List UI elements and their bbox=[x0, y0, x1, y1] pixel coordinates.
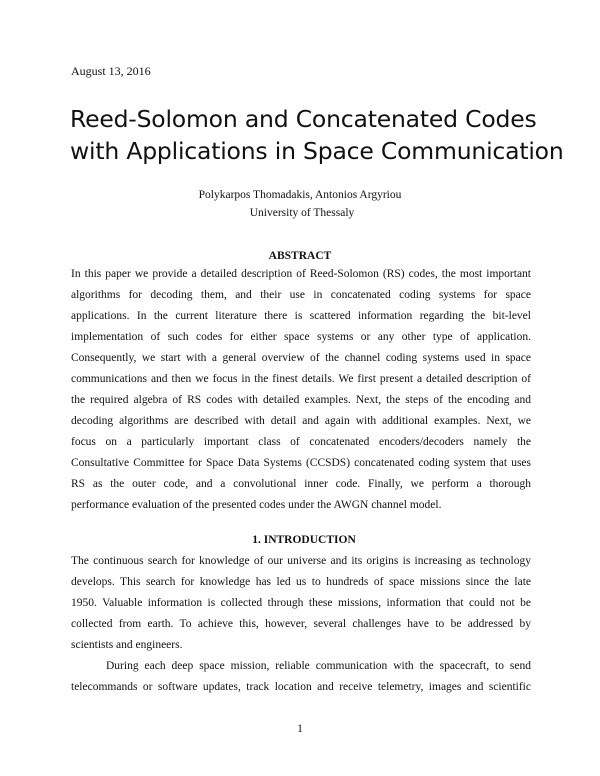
abstract-paragraph bbox=[71, 264, 531, 516]
document-date: August 13, 2016 bbox=[71, 64, 151, 78]
paper-title-line-1: Reed-Solomon and Concatenated Codes bbox=[70, 105, 537, 133]
introduction-line: collected from earth. To achieve this, however, several challenges have to be addressed by bbox=[71, 618, 531, 630]
page-number: 1 bbox=[297, 723, 303, 735]
introduction-line: The continuous search for knowledge of our universe and its origins is increasing as technology bbox=[71, 555, 531, 567]
introduction-heading: 1. INTRODUCTION bbox=[252, 534, 356, 546]
abstract-line: In this paper we provide a detailed description of Reed-Solomon (RS) codes, the most important bbox=[71, 268, 531, 280]
abstract-line: Consequently, we start with a general overview of the channel coding systems used in space bbox=[71, 352, 531, 364]
abstract-line: performance evaluation of the presented codes under the AWGN channel model. bbox=[71, 499, 442, 511]
abstract-line: RS as the outer code, and a convolutional inner code. Finally, we perform a thorough bbox=[71, 478, 531, 490]
abstract-heading: ABSTRACT bbox=[268, 250, 332, 262]
paper-title-line-2: with Applications in Space Communication bbox=[70, 137, 564, 165]
abstract-line: focus on a particularly important class of concatenated encoders/decoders namely the bbox=[71, 436, 531, 448]
introduction-line: scientists and engineers. bbox=[71, 639, 183, 651]
abstract-line: algorithms for decoding them, and their use in concatenated coding systems for space bbox=[71, 289, 531, 301]
abstract-line: implementation of such codes for either space systems or any other type of application. bbox=[71, 331, 531, 343]
introduction-line: telecommands or software updates, track location and receive telemetry, images and scientific bbox=[71, 681, 531, 693]
introduction-body bbox=[71, 551, 531, 698]
author-affiliation: University of Thessaly bbox=[249, 207, 355, 219]
introduction-line: 1950. Valuable information is collected through these missions, information that could not be bbox=[71, 597, 531, 609]
abstract-line: the required algebra of RS codes with detailed examples. Next, the steps of the encoding and bbox=[71, 394, 531, 406]
abstract-line: decoding algorithms are described with detail and again with additional examples. Next, we bbox=[71, 415, 531, 427]
introduction-line: develops. This search for knowledge has led us to hundreds of space missions since the late bbox=[71, 576, 531, 588]
introduction-line: During each deep space mission, reliable communication with the spacecraft, to send bbox=[106, 660, 531, 672]
author-names: Polykarpos Thomadakis, Antonios Argyriou bbox=[198, 189, 402, 201]
paper-title bbox=[70, 103, 564, 167]
abstract-line: communications and then we focus in the finest details. We first present a detailed description of bbox=[71, 373, 531, 385]
abstract-line: applications. In the current literature there is scattered information regarding the bit-level bbox=[71, 310, 531, 322]
abstract-line: Consultative Committee for Space Data Systems (CCSDS) concatenated coding system that uses bbox=[71, 457, 531, 469]
